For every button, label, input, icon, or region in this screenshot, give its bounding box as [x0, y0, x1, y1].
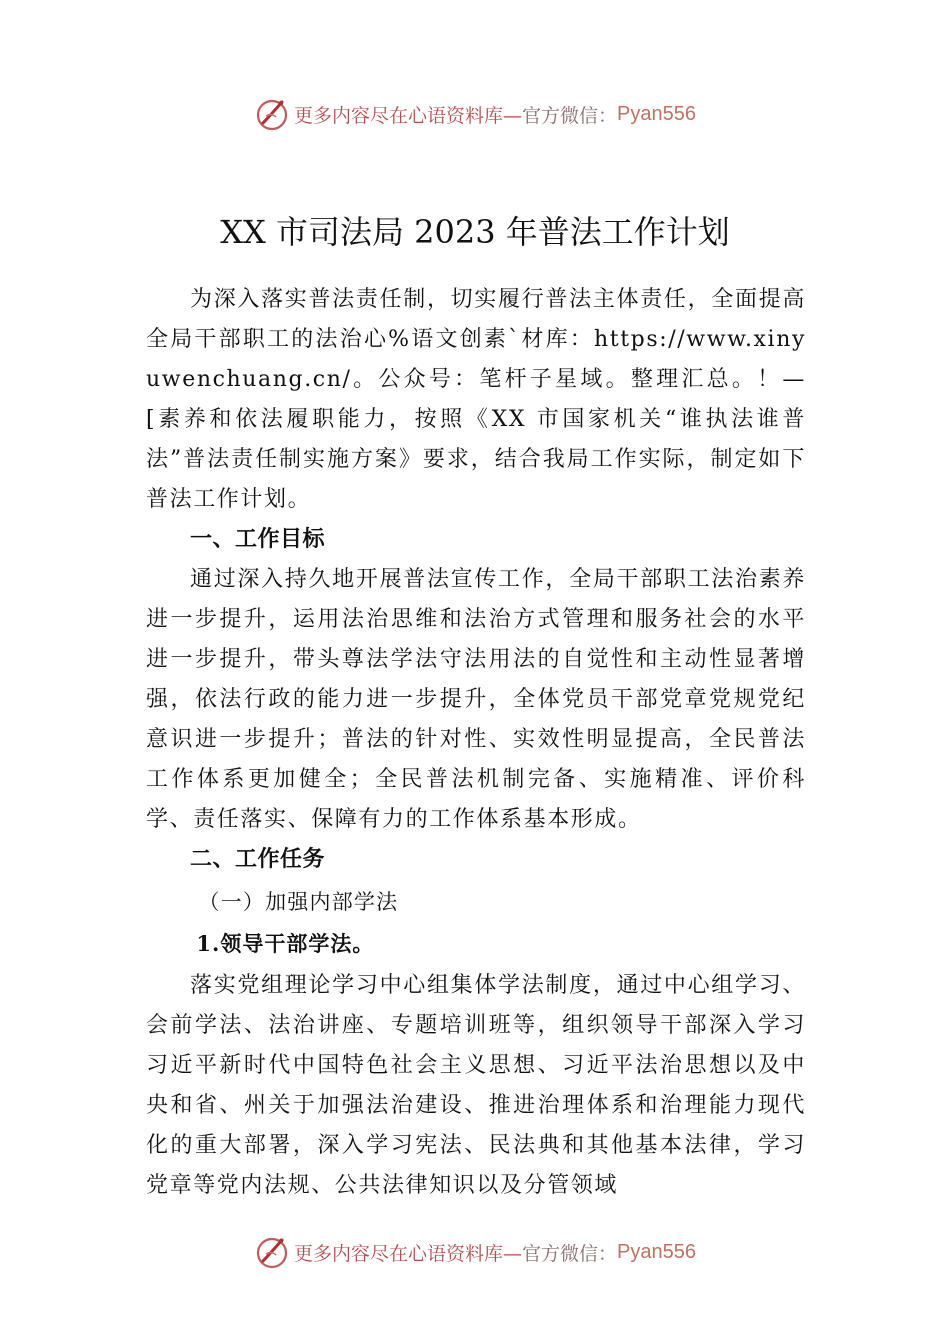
banner-wechat-id: Pyan556 — [617, 1240, 696, 1263]
document-body — [146, 280, 806, 1206]
section-heading-goals: 一、工作目标 — [190, 527, 326, 552]
subsection-heading-internal-study: （一）加强内部学法 — [198, 890, 399, 914]
banner-wechat-label: 官方微信： — [522, 1242, 618, 1265]
goals-paragraph: 通过深入持久地开展普法宣传工作，全局干部职工法治素养进一步提升，运用法治思维和法治方式管理和服务社会的水平进一步提升，带头尊法学法守法用法的自觉性和主动性显著增强，依法行政的能力进一步提升，全体党员干部党章党规党纪意识进一步提升；普法的针对性、实效性明显提高，全民普法工作体系更加健全；全民普法机制完备、实施精准、评价科学、责任落实、保障有力的工作体系基本形成。 — [146, 567, 806, 832]
brush-logo-icon — [254, 96, 290, 132]
header-banner — [0, 94, 950, 134]
document-title: XX 市司法局 2023 年普法工作计划 — [220, 213, 730, 252]
banner-text: 更多内容尽在心语资料库— — [294, 104, 523, 127]
banner-wechat-id: Pyan556 — [617, 102, 696, 125]
banner-text: 更多内容尽在心语资料库— — [294, 1242, 523, 1265]
brush-logo-icon — [254, 1234, 290, 1270]
banner-wechat-label: 官方微信： — [522, 104, 618, 127]
footer-banner — [0, 1232, 950, 1272]
intro-paragraph: 为深入落实普法责任制，切实履行普法主体责任，全面提高全局干部职工的法治心%语文创素`材库：https://www.xinyuwenchuang.cn/。公众号：笔杆子星域。整理汇总。！—[素养和依法履职能力，按照《XX 市国家机关“谁执法谁普法”普法责任制实施方案》要求，结合我局工作实际，制定如下普法工作计划。 — [146, 287, 806, 512]
section-heading-tasks: 二、工作任务 — [190, 847, 326, 872]
item-heading-leaders-study: 1.领导干部学法。 — [196, 931, 375, 956]
leaders-study-paragraph: 落实党组理论学习中心组集体学法制度，通过中心组学习、会前学法、法治讲座、专题培训班等，组织领导干部深入学习习近平新时代中国特色社会主义思想、习近平法治思想以及中央和省、州关于加强法治建设、推进治理体系和治理能力现代化的重大部署，深入学习宪法、民法典和其他基本法律，学习党章等党内法规、公共法律知识以及分管领域 — [146, 973, 806, 1198]
